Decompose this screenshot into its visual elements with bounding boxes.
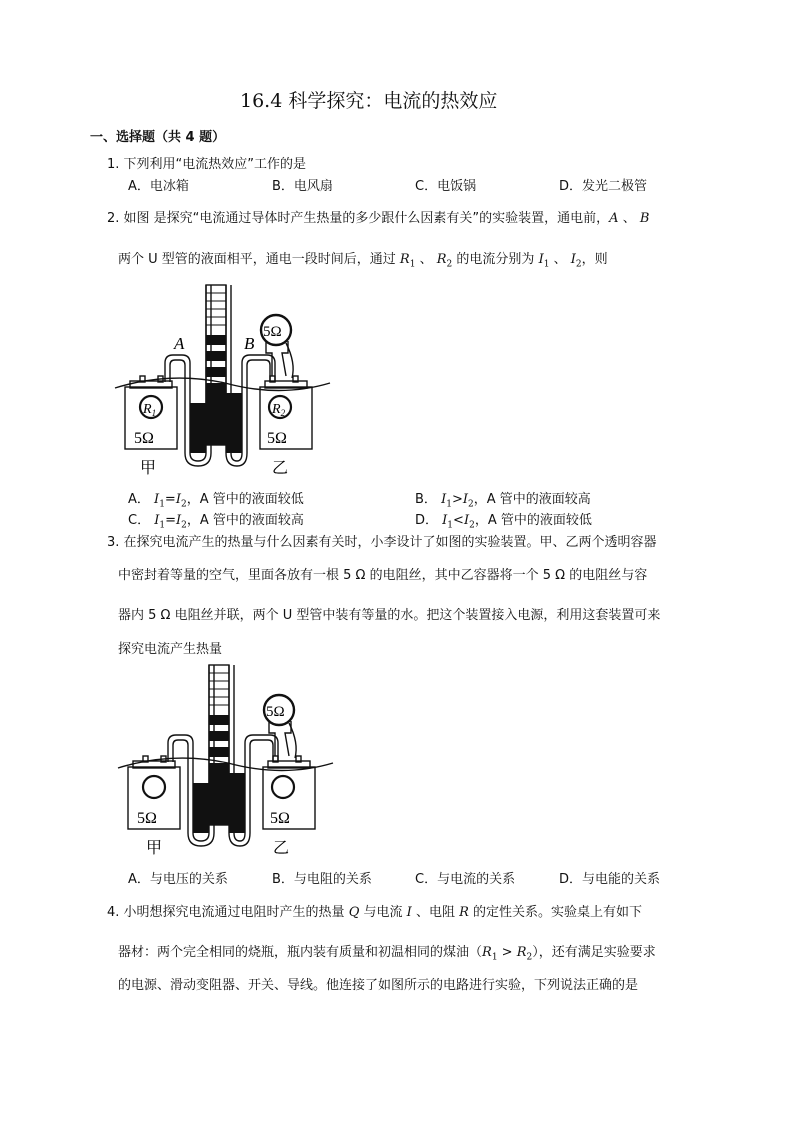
res-right: 5Ω	[270, 810, 290, 827]
q1-option-d: D．发光二极管	[559, 179, 648, 194]
stem-text: 的电流分别为	[456, 252, 535, 267]
label-a: A	[174, 334, 185, 353]
math-i1: $I_1$	[538, 252, 550, 270]
q1-option-c: C．电饭锅	[415, 179, 477, 194]
question-3-line-1: 3. 在探究电流产生的热量与什么因素有关时，小李设计了如图的实验装置。甲、乙两个透明容器	[107, 535, 657, 550]
q3-option-a: A．与电压的关系	[128, 872, 228, 887]
q2-option-c: C． $I_1=I_2$，A 管中的液面较高	[128, 513, 304, 531]
question-3-line-2: 中密封着等量的空气，里面各放有一根 5 Ω 的电阻丝，其中乙容器将一个 5 Ω 的电阻丝与容	[118, 568, 648, 583]
question-4-line-1: 4. 小明想探究电流通过电阻时产生的热量 Q 与电流 I 、电阻 R 的定性关系。实验桌上有如下	[107, 905, 643, 920]
question-number: 3.	[107, 535, 120, 550]
q1-option-a: A．电冰箱	[128, 179, 189, 194]
question-stem: 下列利用“电流热效应”工作的是	[123, 157, 307, 172]
res-left: 5Ω	[134, 430, 154, 447]
question-number: 4.	[107, 905, 120, 920]
r1-label: $R_1$	[143, 402, 157, 418]
q1-option-b: B．电风扇	[272, 179, 333, 194]
q3-option-b: B．与电阻的关系	[272, 872, 372, 887]
q2-option-d: D． $I_1<I_2$，A 管中的液面较低	[415, 513, 592, 531]
stem-sep: 、	[553, 252, 567, 267]
math-r1: $R_1$	[399, 252, 416, 270]
page-title: 16.4 科学探究：电流的热效应	[240, 90, 498, 112]
question-number: 2.	[107, 211, 120, 226]
stem-text: ，则	[581, 252, 608, 267]
math-i2: $I_2$	[570, 252, 582, 270]
question-1	[107, 153, 306, 172]
question-4-line-3: 的电源、滑动变阻器、开关、导线。他连接了如图所示的电路进行实验，下列说法正确的是	[118, 978, 639, 993]
question-4-line-2: 器材：两个完全相同的烧瓶，瓶内装有质量和初温相同的煤油$(R_1 > R_2)$，还有满足实验要求	[118, 945, 656, 963]
label-jia: 甲	[140, 460, 157, 477]
stem-sep: 、	[622, 211, 636, 226]
res-top: 5Ω	[266, 704, 285, 720]
q3-option-c: C．与电流的关系	[415, 872, 516, 887]
q3-option-d: D．与电能的关系	[559, 872, 661, 887]
res-right: 5Ω	[267, 430, 287, 447]
r2-label: $R_2$	[272, 402, 286, 418]
math-r2: $R_2$	[436, 252, 453, 270]
q2-option-b: B． $I_1>I_2$，A 管中的液面较高	[415, 492, 591, 510]
stem-text: 两个 U 型管的液面相平，通电一段时间后，通过	[118, 252, 396, 267]
q2-option-a: A． $I_1=I_2$，A 管中的液面较低	[128, 492, 304, 510]
math-a: A	[609, 211, 619, 226]
res-left: 5Ω	[137, 810, 157, 827]
apparatus-figure-2	[113, 663, 343, 858]
label-b: B	[244, 334, 255, 353]
label-yi: 乙	[273, 840, 290, 857]
label-yi: 乙	[272, 460, 289, 477]
math-b: B	[639, 211, 650, 226]
stem-text: 如图 是探究“电流通过导体时产生热量的多少跟什么因素有关”的实验装置，通电前，	[123, 211, 610, 226]
label-jia: 甲	[146, 840, 163, 857]
res-top: 5Ω	[263, 324, 282, 340]
question-number: 1.	[107, 157, 120, 172]
question-3-line-4: 探究电流产生热量	[118, 642, 223, 657]
question-3-line-3: 器内 5 Ω 电阻丝并联，两个 U 型管中装有等量的水。把这个装置接入电源，利用这套装置可来	[118, 608, 661, 623]
question-2-line-1	[107, 207, 649, 226]
stem-sep: 、	[419, 252, 433, 267]
question-2-line-2	[118, 248, 608, 270]
apparatus-figure-1	[110, 283, 340, 478]
section-heading: 一、选择题（共 4 题）	[90, 130, 226, 145]
